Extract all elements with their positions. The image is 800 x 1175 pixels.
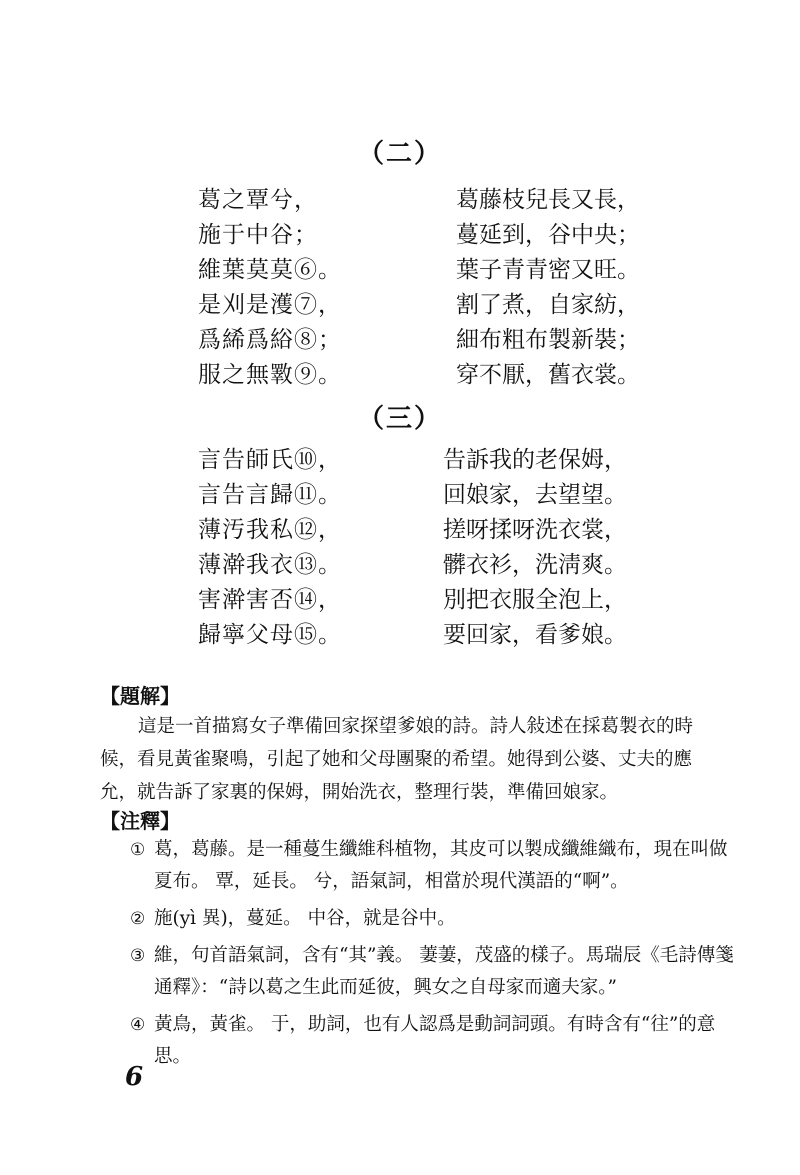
poem-line: 言告言歸⑪。: [198, 482, 342, 508]
poem-original-3: [198, 443, 342, 653]
poem-line: 割了煮，自家紡，: [456, 292, 640, 318]
section-title-2: （二）: [357, 139, 442, 169]
tijie-text: 這是一首描寫女子準備回家探望爹娘的詩。詩人敍述在採葛製衣的時候，看見黃雀聚鳴，引起了她和父母團聚的希望。她得到公婆、丈夫的應允，就告訴了家裏的保姆，開始洗衣，整理行裝，準備回娘家。: [100, 716, 694, 803]
note-number: ②: [130, 909, 146, 929]
note-text: 葛，葛藤。是一種蔓生纖維科植物，其皮可以製成纖維織布，現在叫做夏布。 覃，延長。 兮，語氣詞，相當於現代漢語的“啊”。: [154, 839, 728, 892]
poem-line: 薄汚我私⑫，: [198, 517, 342, 543]
notes-list: [100, 834, 740, 1078]
zhushi-heading: 【注釋】: [100, 809, 180, 833]
poem-line: 爲絺爲綌⑧；: [198, 327, 342, 353]
poem-line: 要回家，看爹娘。: [443, 622, 627, 648]
tijie-heading: 【題解】: [100, 684, 180, 708]
note-number: ③: [130, 946, 146, 966]
note-number: ④: [130, 1015, 146, 1035]
poem-line: 歸寧父母⑮。: [198, 622, 342, 648]
poem-line: 葛藤枝兒長又長，: [456, 187, 640, 213]
poem-line: 葛之覃兮，: [198, 187, 318, 213]
poem-line: 細布粗布製新裝；: [456, 327, 640, 353]
poem-line: 施于中谷；: [198, 222, 318, 248]
poem-line: 髒衣衫，洗淸爽。: [443, 552, 627, 578]
note-item: [100, 834, 740, 898]
poem-line: 維葉莫莫⑥。: [198, 257, 342, 283]
note-number: ①: [130, 840, 146, 860]
poem-line: 服之無斁⑨。: [198, 362, 342, 388]
poem-line: 蔓延到，谷中央；: [456, 222, 640, 248]
note-item: [100, 1009, 740, 1073]
poem-line: 葉子青青密又旺。: [456, 257, 640, 283]
note-text: 黃鳥，黃雀。 于，助詞，也有人認爲是動詞詞頭。有時含有“往”的意思。: [154, 1014, 716, 1067]
poem-line: 是刈是濩⑦，: [198, 292, 342, 318]
poem-translation-2: [456, 183, 640, 393]
page-number: 6: [125, 1062, 144, 1092]
poem-line: 穿不厭，舊衣裳。: [456, 362, 640, 388]
poem-line: 搓呀揉呀洗衣裳，: [443, 517, 627, 543]
note-text: 施(yì 異)，蔓延。 中谷，就是谷中。: [154, 908, 456, 929]
poem-translation-3: [443, 443, 627, 653]
poem-line: 薄澣我衣⑬。: [198, 552, 342, 578]
poem-line: 告訴我的老保姆，: [443, 447, 627, 473]
tijie-paragraph: [100, 710, 720, 809]
section-title-3: （三）: [357, 404, 442, 434]
note-item: [100, 940, 740, 1004]
poem-original-2: [198, 183, 342, 393]
poem-line: 別把衣服全泡上，: [443, 587, 627, 613]
poem-line: 害澣害否⑭，: [198, 587, 342, 613]
poem-line: 言告師氏⑩，: [198, 447, 342, 473]
note-text: 維，句首語氣詞，含有“其”義。 萋萋，茂盛的樣子。馬瑞辰《毛詩傳箋通釋》：“詩以葛之生此而延彼，興女之自母家而適夫家。”: [154, 945, 734, 998]
poem-line: 回娘家，去望望。: [443, 482, 627, 508]
note-item: [100, 903, 740, 935]
